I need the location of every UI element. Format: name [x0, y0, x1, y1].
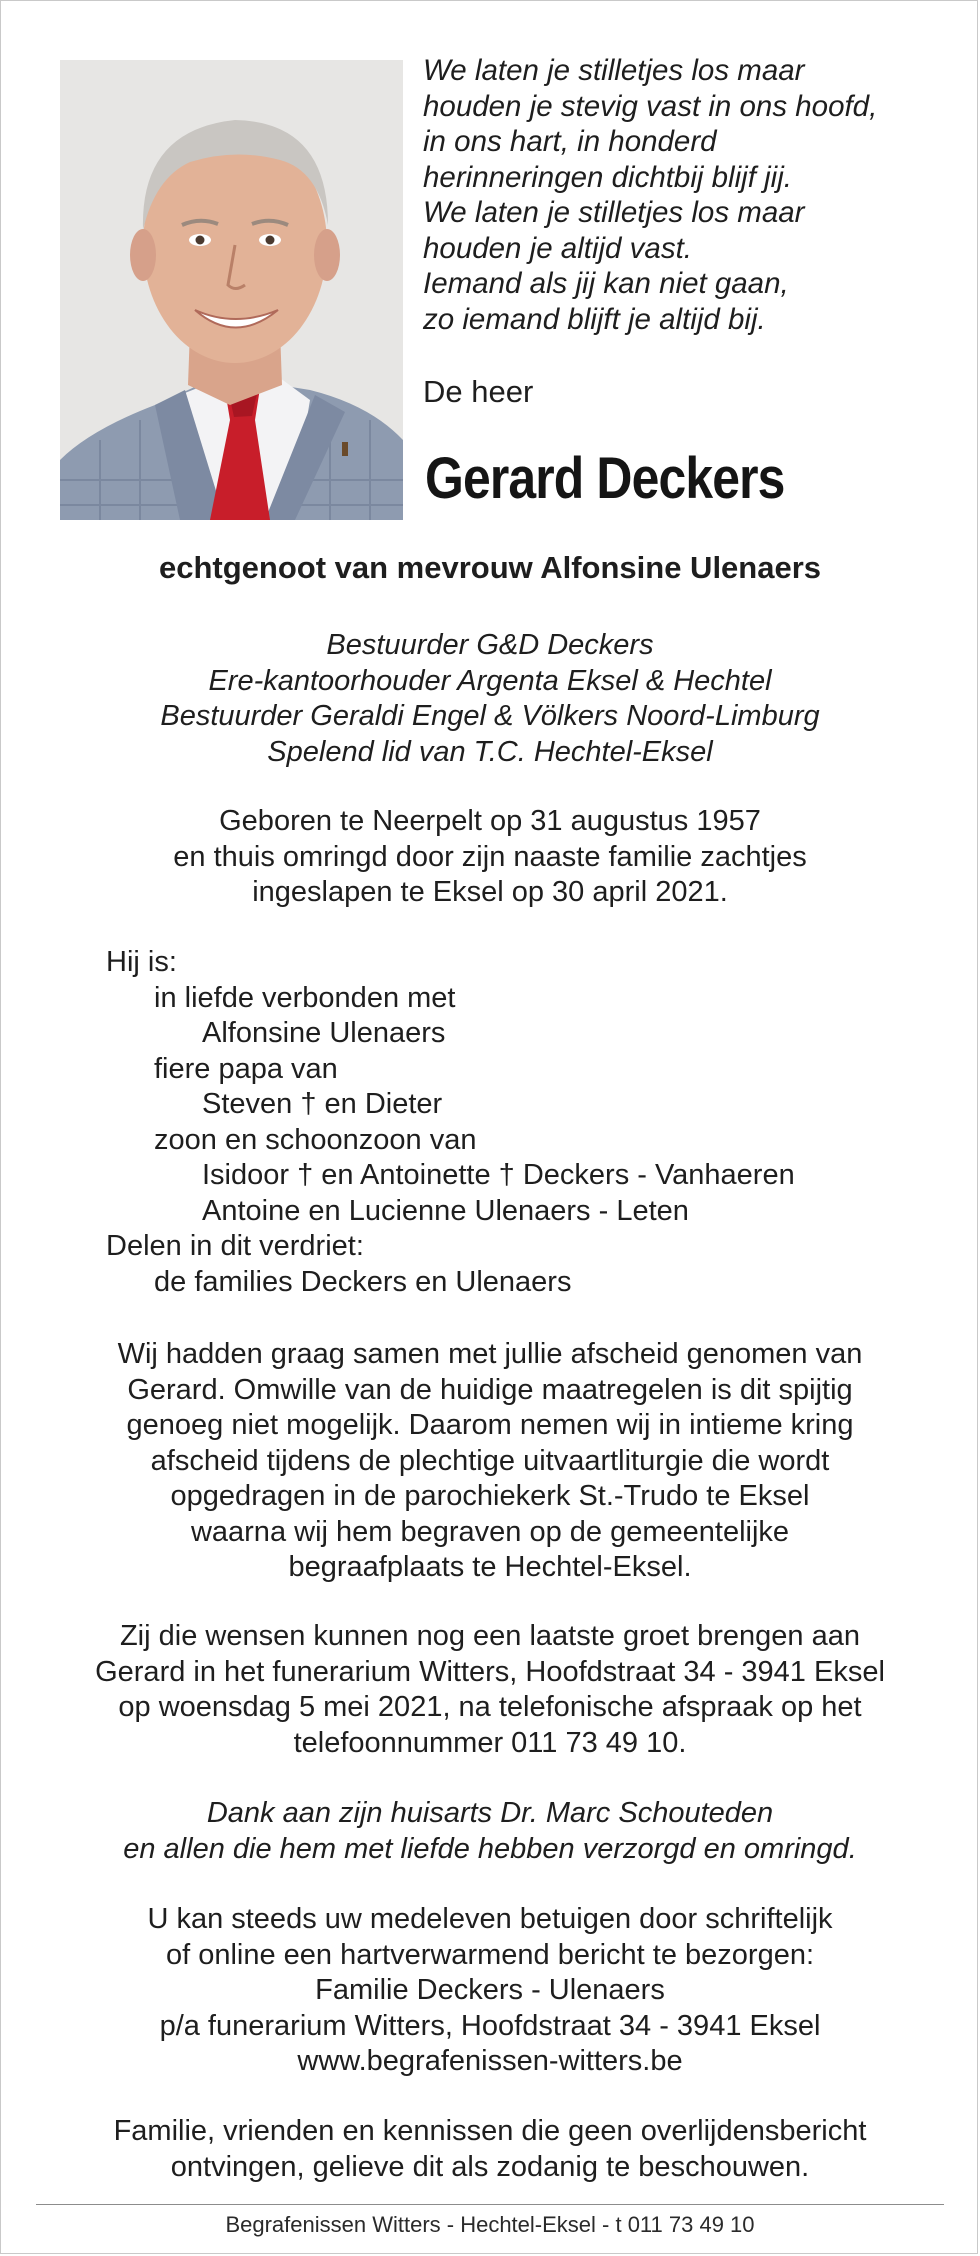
portrait-illustration: [60, 60, 403, 520]
poem: [423, 53, 943, 337]
family-names: Steven † en Dieter: [202, 1088, 443, 1120]
condolence-address: p/a funerarium Witters, Hoofdstraat 34 - 3941 Eksel: [159, 2009, 821, 2042]
farewell-line: begraafplaats te Hechtel-Eksel.: [288, 1551, 692, 1583]
farewell-line: opgedragen in de parochiekerk St.-Trudo te Eksel: [170, 1480, 810, 1512]
family-relation: in liefde verbonden met: [154, 981, 456, 1014]
family-share-names: de families Deckers en Ulenaers: [154, 1265, 572, 1298]
condolence-family: Familie Deckers - Ulenaers: [315, 1974, 665, 2006]
function-item: Spelend lid van T.C. Hechtel-Eksel: [267, 735, 713, 768]
visit-line: Gerard in het funerarium Witters, Hoofdstraat 34 - 3941 Eksel: [95, 1655, 885, 1688]
thanks-line: Dank aan zijn huisarts Dr. Marc Schouteden: [206, 1797, 774, 1829]
birth-death-line: en thuis omringd door zijn naaste familie zachtjes: [173, 840, 807, 873]
family-relation: zoon en schoonzoon van: [154, 1123, 477, 1156]
functions-list: [1, 628, 979, 770]
family-list: [106, 945, 795, 1300]
family-relation: fiere papa van: [154, 1052, 338, 1085]
deceased-name: Gerard Deckers: [425, 446, 785, 511]
birth-death-line: ingeslapen te Eksel op 30 april 2021.: [252, 876, 728, 908]
portrait-photo: [60, 60, 403, 520]
poem-line: in ons hart, in honderd: [423, 125, 717, 158]
visit-paragraph: [1, 1619, 979, 1761]
condolence-line: U kan steeds uw medeleven betuigen door schriftelijk: [147, 1903, 833, 1935]
thanks-line: en allen die hem met liefde hebben verzorgd en omringd.: [123, 1832, 857, 1865]
poem-line: houden je stevig vast in ons hoofd,: [423, 89, 878, 123]
farewell-line: waarna wij hem begraven op de gemeentelijke: [190, 1515, 790, 1548]
footer-divider: [36, 2204, 944, 2205]
notice-line: ontvingen, gelieve dit als zodanig te beschouwen.: [170, 2150, 810, 2183]
function-item: Bestuurder Geraldi Engel & Völkers Noord-Limburg: [160, 700, 820, 732]
function-item: Bestuurder G&D Deckers: [326, 629, 654, 661]
visit-line: op woensdag 5 mei 2021, na telefonische afspraak op het: [118, 1691, 862, 1723]
poem-line: herinneringen dichtbij blijf jij.: [423, 160, 792, 194]
family-names: Antoine en Lucienne Ulenaers - Leten: [202, 1194, 689, 1227]
poem-line: Iemand als jij kan niet gaan,: [423, 267, 789, 300]
visit-line: telefoonnummer 011 73 49 10.: [293, 1726, 687, 1759]
family-share-intro: Delen in dit verdriet:: [106, 1230, 364, 1262]
farewell-line: afscheid tijdens de plechtige uitvaartliturgie die wordt: [150, 1444, 830, 1477]
condolence-line: of online een hartverwarmend bericht te bezorgen:: [165, 1938, 815, 1971]
farewell-line: genoeg niet mogelijk. Daarom nemen wij in intieme kring: [126, 1409, 854, 1441]
family-intro: Hij is:: [106, 946, 177, 978]
birth-death-info: [1, 804, 979, 911]
footer: Begrafenissen Witters - Hechtel-Eksel - t 011 73 49 10: [225, 2212, 755, 2237]
farewell-paragraph: [1, 1337, 979, 1586]
condolence-website: www.begrafenissen-witters.be: [297, 2045, 683, 2077]
visit-line: Zij die wensen kunnen nog een laatste groet brengen aan: [119, 1620, 861, 1652]
condolence-paragraph: [1, 1902, 979, 2080]
birth-death-line: Geboren te Neerpelt op 31 augustus 1957: [219, 805, 761, 837]
family-names: Alfonsine Ulenaers: [202, 1017, 446, 1049]
poem-line: We laten je stilletjes los maar: [423, 196, 805, 229]
farewell-line: Wij hadden graag samen met jullie afscheid genomen van: [117, 1338, 863, 1370]
spouse-line: echtgenoot van mevrouw Alfonsine Ulenaers: [158, 550, 822, 585]
notice-line: Familie, vrienden en kennissen die geen overlijdensbericht: [113, 2115, 867, 2147]
function-item: Ere-kantoorhouder Argenta Eksel & Hechtel: [208, 664, 772, 697]
poem-line: houden je altijd vast.: [423, 231, 692, 265]
salutation: De heer: [423, 374, 534, 409]
notice-paragraph: [1, 2114, 979, 2185]
thanks-paragraph: [1, 1796, 979, 1867]
family-names: Isidoor † en Antoinette † Deckers - Vanhaeren: [202, 1159, 795, 1191]
farewell-line: Gerard. Omwille van de huidige maatregelen is dit spijtig: [127, 1373, 853, 1406]
poem-line: zo iemand blijft je altijd bij.: [423, 302, 766, 336]
poem-line: We laten je stilletjes los maar: [423, 54, 805, 87]
